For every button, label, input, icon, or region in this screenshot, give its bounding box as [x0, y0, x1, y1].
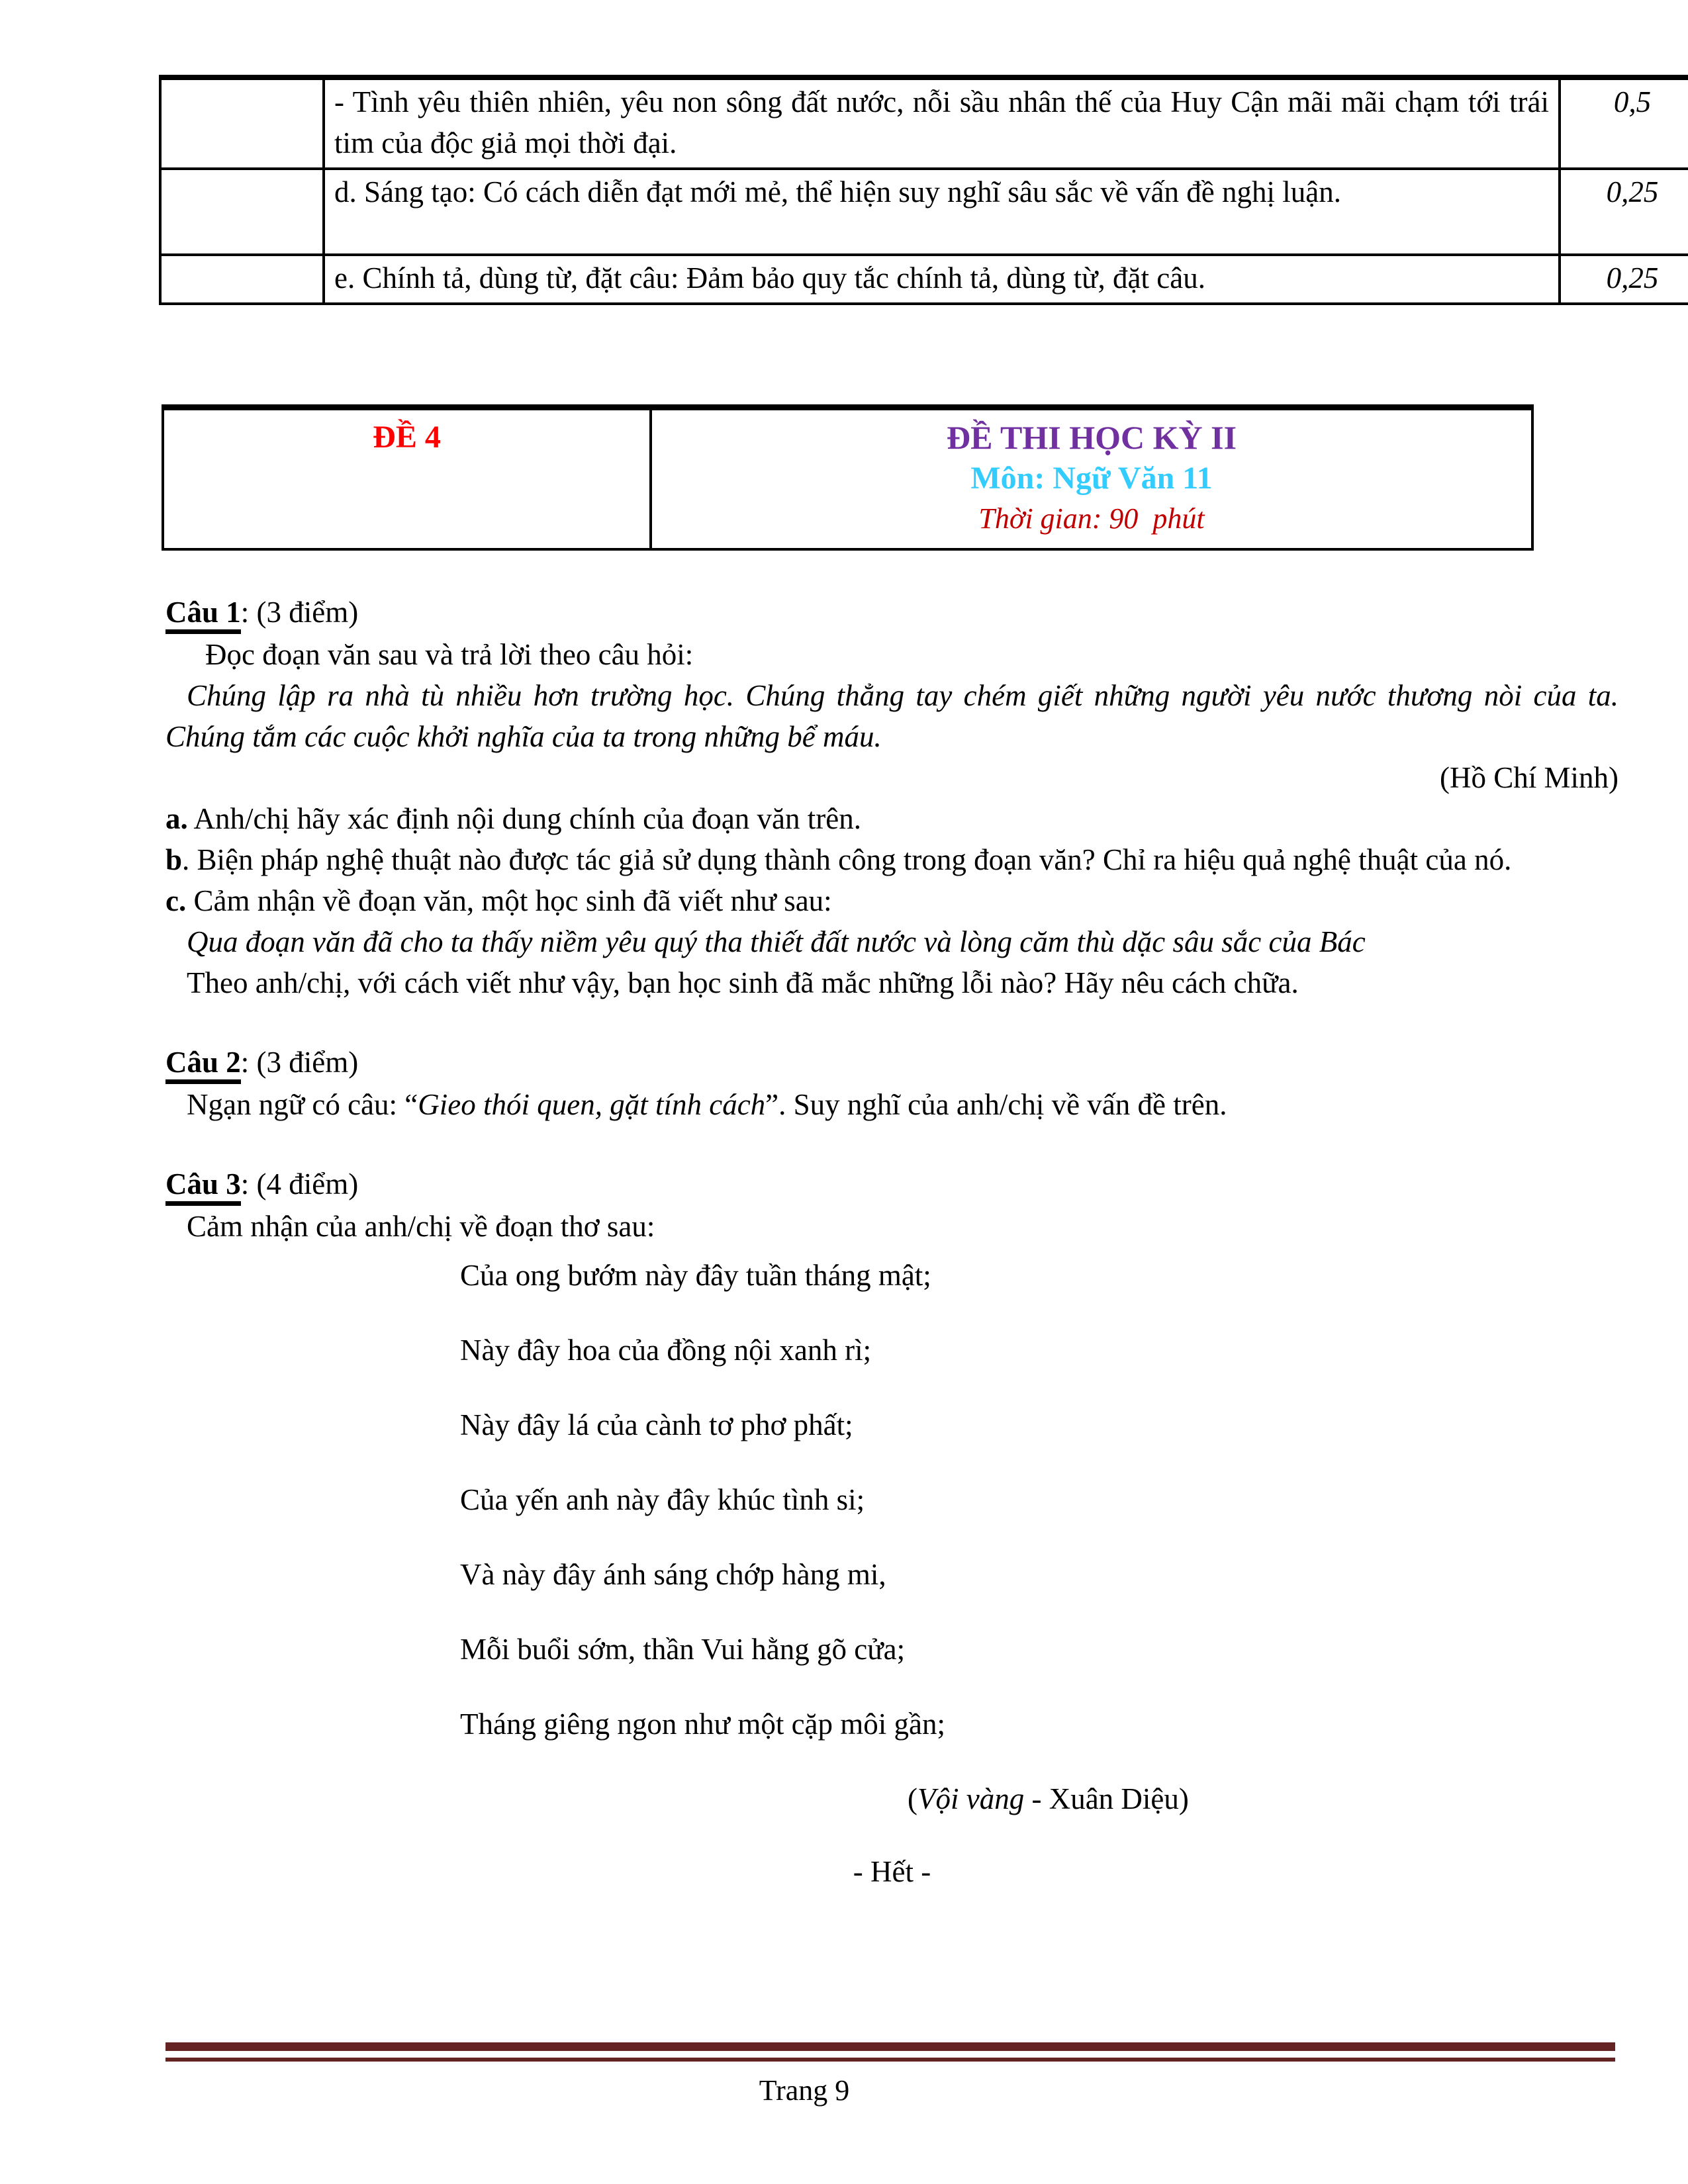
attribution-open: ( [908, 1782, 917, 1815]
question-1-part-c [165, 880, 1618, 921]
exam-title: ĐỀ THI HỌC KỲ II [946, 419, 1237, 456]
table-row [160, 169, 1688, 255]
exam-header-box [162, 404, 1534, 551]
question-3-label: Câu 3 [165, 1167, 241, 1206]
quote-author: (Hồ Chí Minh) [1440, 761, 1618, 794]
part-c-text: Cảm nhận về đoạn văn, một học sinh đã viết như sau: [186, 884, 832, 917]
question-1-part-a [165, 798, 1618, 839]
poem-line: Tháng giêng ngon như một cặp môi gần; [460, 1707, 946, 1741]
poem-line: Mỗi buổi sớm, thần Vui hằng gõ cửa; [460, 1633, 906, 1666]
poem-line: Của yến anh này đây khúc tình si; [460, 1483, 865, 1516]
part-a-text: Anh/chị hãy xác định nội dung chính của đoạn văn trên. [187, 802, 861, 835]
table-row [163, 408, 1532, 550]
part-c-label: c. [165, 884, 187, 917]
table-row [160, 77, 1688, 169]
poem-line: Này đây hoa của đồng nội xanh rì; [460, 1334, 872, 1367]
question-2-text [165, 1084, 1618, 1125]
rubric-score: 0,25 [1560, 255, 1688, 304]
poem-line: Của ong bướm này đây tuần tháng mật; [460, 1259, 931, 1292]
footer-rule-thin [165, 2058, 1615, 2062]
question-3-points: : (4 điểm) [240, 1167, 359, 1201]
rubric-empty-cell [160, 169, 324, 255]
rubric-empty-cell [160, 255, 324, 304]
part-a-label: a. [165, 802, 188, 835]
table-row [160, 255, 1688, 304]
poem-attribution [908, 1778, 1618, 1819]
rubric-score: 0,25 [1560, 169, 1688, 255]
question-3-intro: Cảm nhận của anh/chị về đoạn thơ sau: [187, 1210, 655, 1243]
question-2-points: : (3 điểm) [240, 1046, 359, 1079]
question-2-heading [165, 1042, 1618, 1084]
question-2-text-after: ”. Suy nghĩ của anh/chị về vấn đề trên. [765, 1088, 1227, 1121]
exam-duration: Thời gian: 90 phút [978, 502, 1205, 535]
part-b-label: b [165, 843, 183, 876]
question-1-part-c-question: Theo anh/chị, với cách viết như vậy, bạn học sinh đã mắc những lỗi nào? Hãy nêu cách chữa. [187, 966, 1299, 999]
footer-rule-thick [165, 2042, 1615, 2051]
student-quote: Qua đoạn văn đã cho ta thấy niềm yêu quý tha thiết đất nước và lòng căm thù dặc sâu sắc của Bác [187, 925, 1366, 958]
question-1-label: Câu 1 [165, 596, 241, 634]
exam-title-cell [651, 408, 1532, 550]
rubric-empty-cell [160, 77, 324, 169]
rubric-criterion-text: d. Sáng tạo: Có cách diễn đạt mới mẻ, thể hiện suy nghĩ sâu sắc về vấn đề nghị luận. [324, 169, 1560, 255]
attribution-work-title: Vội vàng [917, 1782, 1025, 1815]
end-marker: - Hết - [853, 1855, 931, 1888]
poem-block [460, 1255, 1618, 1745]
rubric-score: 0,5 [1560, 77, 1688, 169]
question-1-intro: Đọc đoạn văn sau và trả lời theo câu hỏi: [205, 638, 694, 671]
question-2-text-before: Ngạn ngữ có câu: “ [187, 1088, 418, 1121]
poem-line: Và này đây ánh sáng chớp hàng mi, [460, 1558, 886, 1591]
attribution-author: - Xuân Diệu) [1024, 1782, 1189, 1815]
page-number: Trang 9 [759, 2074, 850, 2107]
rubric-table [159, 75, 1688, 305]
question-1-quote: Chúng lập ra nhà tù nhiều hơn trường học. Chúng thẳng tay chém giết những người yêu nước thương nòi của ta. Chúng tắm các cuộc khởi nghĩa của ta trong những bể máu. [165, 679, 1618, 753]
question-1-points: : (3 điểm) [240, 596, 359, 629]
exam-code-cell [163, 408, 651, 550]
part-b-text: . Biện pháp nghệ thuật nào được tác giả sử dụng thành công trong đoạn văn? Chỉ ra hiệu quả nghệ thuật của nó. [182, 843, 1512, 876]
question-1-part-b [165, 839, 1618, 880]
question-3-heading [165, 1163, 1618, 1206]
rubric-criterion-text: - Tình yêu thiên nhiên, yêu non sông đất nước, nỗi sầu nhân thế của Huy Cận mãi mãi chạm tới trái tim của độc giả mọi thời đại. [324, 77, 1560, 169]
exam-subject: Môn: Ngữ Văn 11 [970, 461, 1213, 496]
question-2-proverb: Gieo thói quen, gặt tính cách [418, 1088, 766, 1121]
rubric-criterion-text: e. Chính tả, dùng từ, đặt câu: Đảm bảo quy tắc chính tả, dùng từ, đặt câu. [324, 255, 1560, 304]
question-1-heading [165, 592, 1618, 634]
question-2-label: Câu 2 [165, 1046, 241, 1084]
exam-code: ĐỀ 4 [373, 420, 441, 455]
poem-line: Này đây lá của cành tơ phơ phất; [460, 1408, 853, 1441]
